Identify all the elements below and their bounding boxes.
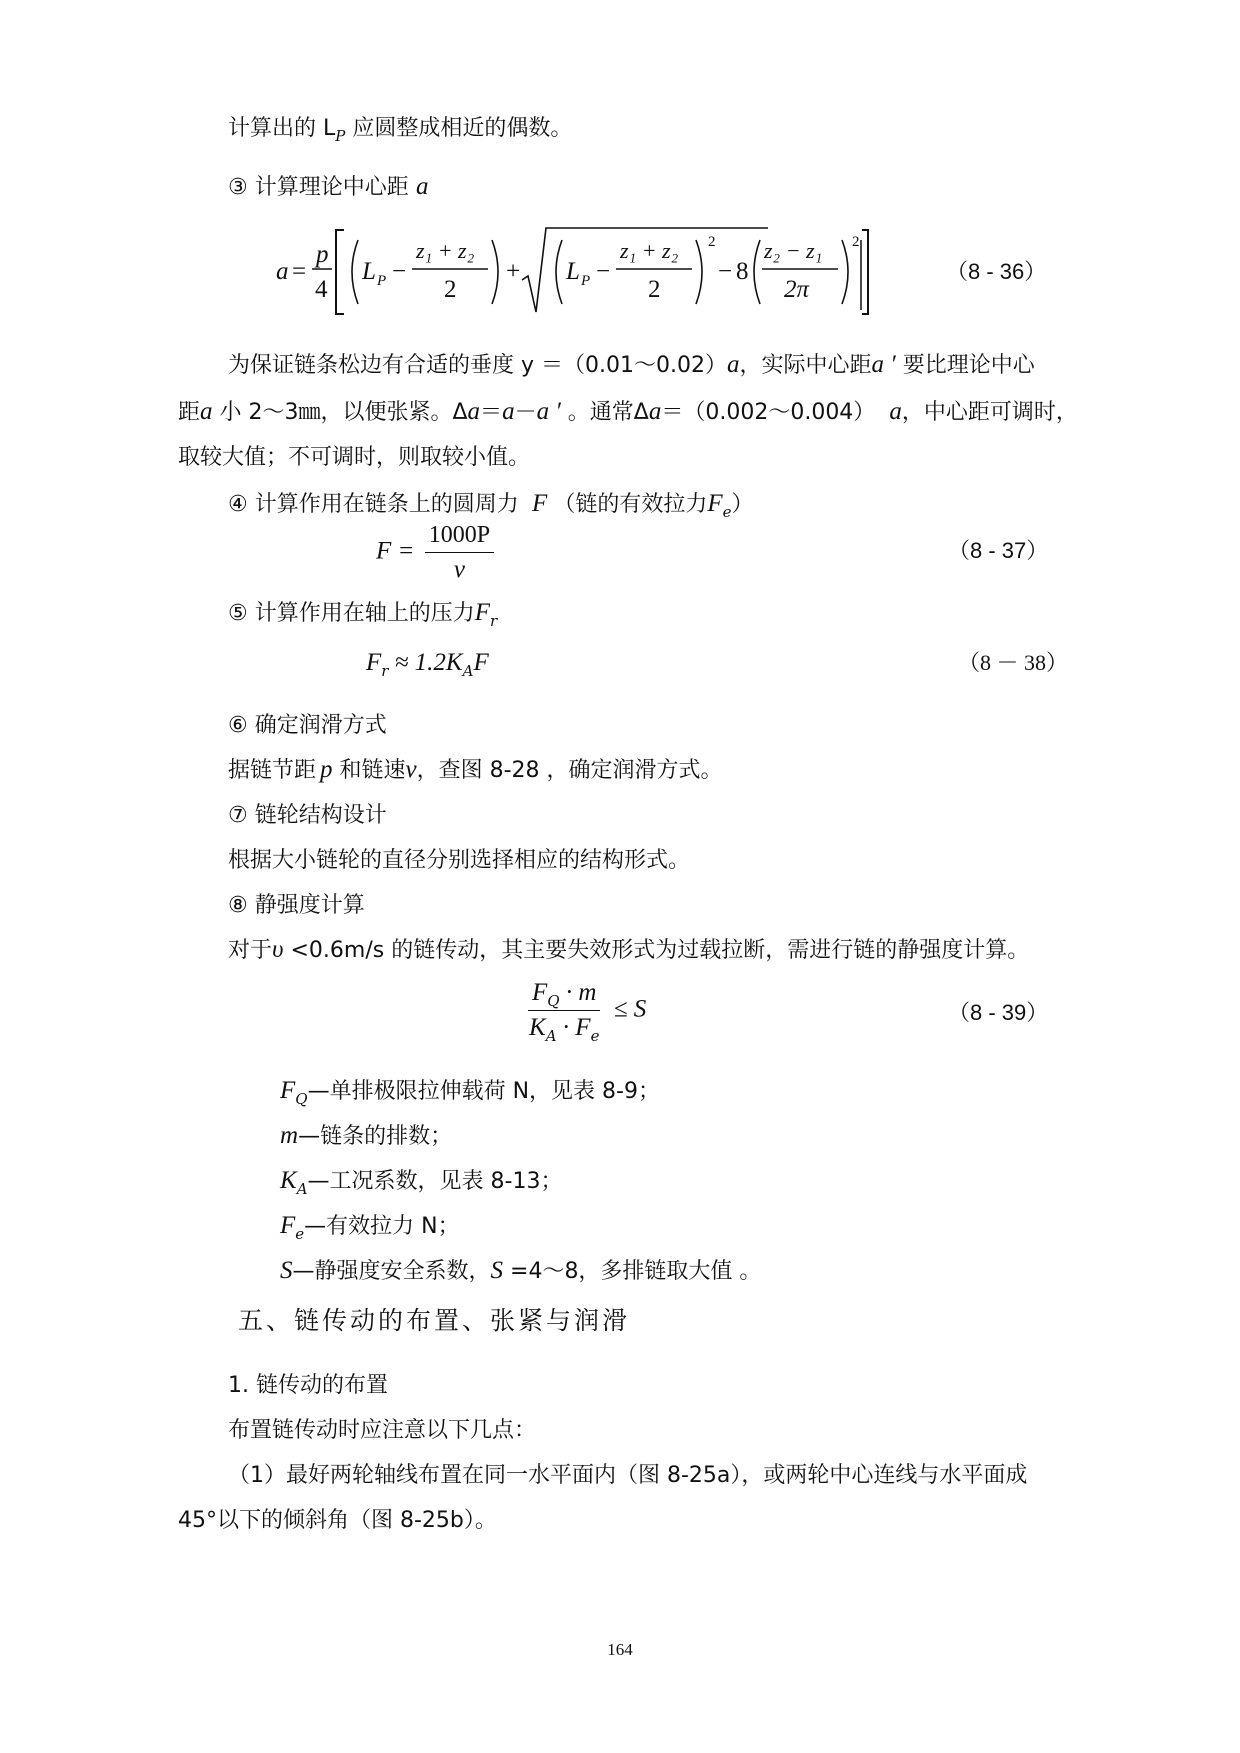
eq36-paren-3-right [842,240,848,304]
variable: a [889,398,902,425]
text: =4～8，多排链取大值 。 [503,1259,762,1284]
text: ，查图 8-28 ，确定润滑方式。 [416,758,723,783]
eq37-numerator: 1000P [425,520,494,553]
text: 距 [178,400,201,425]
text: （1）最好两轮轴线布置在同一水平面内（图 8-25a），或两轮中心连线与水平面成 [228,1463,1028,1488]
text: ④ 计算作用在链条上的圆周力 [228,492,519,517]
text: ＝（0.002～0.004） [661,400,876,425]
equation-8-37 [376,520,497,585]
def-fq [280,1076,660,1107]
eq36-four: 4 [315,276,328,303]
variable: p [320,756,333,783]
eq39-rhs: ≤ S [613,995,647,1023]
def-m [280,1121,452,1152]
step-8-body [228,935,1029,966]
variable: S [490,1257,504,1284]
text: ，中心距可调时， [901,400,1078,425]
equation-8-38 [366,648,489,678]
step-8-title [228,890,365,921]
subscript: r [490,612,498,630]
text: —工况系数，见表 8-13； [307,1169,563,1194]
variable: F [474,599,490,626]
eq38-relation: ≈ 1.2K [388,649,463,676]
text: 小 2～3㎜，以便张紧。Δ [212,400,468,425]
eq39-den-f: · F [556,1014,591,1041]
eq36-z-diff: z₂ − z₁ [764,238,823,263]
eq36-paren-1-left [352,240,358,304]
subscript: e [295,1225,305,1243]
eq36-lhs: a [276,258,289,285]
equation-number-8-37: （8 - 37） [948,538,1049,563]
text: ⑦ 链轮结构设计 [228,803,387,828]
variable: F [280,1077,296,1104]
eq36-lp-1: L [362,258,376,285]
text: （链的有效拉力 [553,492,708,517]
eq39-den-k: K [529,1014,546,1041]
eq36-equals: = [292,258,307,285]
variable: υ [272,936,284,963]
eq38-rhs: F [473,649,489,676]
variable: K [280,1167,297,1194]
def-s [280,1256,761,1287]
eq36-two-pi: 2π [784,276,810,303]
variable: S [280,1257,293,1284]
eq36-z-sum-2: z₁ + z₂ [620,238,679,263]
def-ka [280,1166,562,1197]
step-6-body [228,755,723,786]
eq38-lhs: F [366,649,382,676]
text: 为保证链条松边有合适的垂度 y ＝（0.01～0.02） [228,353,727,378]
eq36-paren-1-right [492,240,498,304]
eq39-den-sub: A [545,1027,557,1045]
line-lp-rounding [228,113,572,144]
text: ⑤ 计算作用在轴上的压力 [228,601,475,626]
variable: a ′ [871,351,896,378]
eq36-lp-1-sub: P [377,273,387,289]
para-sag-line-3 [178,442,530,473]
text: 45°以下的倾斜角（图 8-25b）。 [178,1508,497,1533]
text: —单排极限拉伸载荷 N，见表 8-9； [307,1079,660,1104]
eq36-paren-2-left [556,240,562,304]
text: 取较大值；不可调时，则取较小值。 [178,445,531,470]
eq36-two-1: 2 [444,276,457,303]
equation-number-8-36: （8 - 36） [946,259,1047,284]
def-fe [280,1211,460,1242]
subscript: P [335,127,346,145]
text: 布置链传动时应注意以下几点： [228,1418,537,1443]
subscript: Q [295,1090,308,1108]
text: 据链节距 [228,758,317,783]
variable: a [726,351,740,378]
text: ，实际中心距 [739,353,872,378]
eq36-paren-2-right [696,240,702,304]
eq36-p: p [316,241,329,268]
item-1-line-1 [228,1460,1027,1491]
equation-number-8-38: （8 － 38） [958,650,1069,675]
variable: a ′ [536,398,561,425]
subsection-1-title [228,1370,388,1401]
text: ③ 计算理论中心距 [228,175,409,200]
variable: v [405,756,417,783]
text: 1. 链传动的布置 [228,1373,388,1398]
variable: a [200,398,213,425]
text: ⑧ 静强度计算 [228,893,365,918]
text: － [514,400,537,425]
equation-8-36 [270,222,870,322]
variable: F [707,490,723,517]
variable: m [280,1122,299,1149]
eq39-den-sub2: e [590,1027,600,1045]
eq36-eight: 8 [736,258,749,285]
eq36-lp-2-sub: P [581,273,591,289]
variable: F [532,490,548,517]
variable: a [502,398,515,425]
step-7-title [228,800,387,831]
text: ＝ [480,400,503,425]
step-5-title [228,598,497,629]
text: 对于 [228,938,273,963]
subscript: e [722,503,732,521]
eq39-num-sub: Q [547,992,560,1010]
text: <0.6m/s 的链传动，其主要失效形式为过载拉断，需进行链的静强度计算。 [283,938,1030,963]
eq39-numerator [528,978,600,1011]
variable: a [648,398,662,425]
eq36-minus-3: − [718,258,733,285]
text: ） [731,492,754,517]
eq36-minus-1: − [392,258,407,285]
eq36-right-bracket [862,230,868,314]
eq36-left-bracket [336,230,344,314]
eq36-plus: + [506,258,521,285]
para-sag-line-2 [178,397,1078,428]
text: 和链速 [332,758,406,783]
step-3-title [228,172,429,203]
eq36-square-1: 2 [708,234,716,250]
eq37-lhs: F = [376,537,415,565]
eq36-minus-2: − [596,258,611,285]
eq38-lhs-sub: r [381,662,389,680]
eq36-lp-2: L [566,258,580,285]
text: 。通常Δ [560,400,649,425]
eq39-num-m: · m [559,979,597,1006]
text: —有效拉力 N； [304,1214,460,1239]
variable: a [467,398,481,425]
variable: F [280,1212,296,1239]
text: 计算出的 L [228,116,336,141]
subsection-1-intro [228,1415,536,1446]
equation-8-39 [522,978,646,1043]
step-6-title [228,710,387,741]
eq39-fraction [525,978,603,1043]
text: —静强度安全系数， [292,1259,491,1284]
section-heading-5: 五、链传动的布置、张紧与润滑 [238,1306,631,1335]
eq39-denominator [525,1011,603,1043]
subscript: A [296,1180,308,1198]
eq38-k-sub: A [462,662,474,680]
equation-number-8-39: （8 - 39） [948,1000,1049,1025]
eq36-z-sum-1: z₁ + z₂ [416,238,475,263]
eq36-paren-3-left [754,240,760,304]
item-1-line-2 [178,1505,497,1536]
variable: a [416,173,429,200]
eq37-denominator: v [453,556,465,583]
step-7-body [228,845,690,876]
eq36-two-2: 2 [648,276,661,303]
eq36-square-2: 2 [852,234,860,250]
text: 应圆整成相近的偶数。 [345,116,573,141]
eq37-fraction [425,520,494,585]
text: —链条的排数； [298,1124,453,1149]
text: 根据大小链轮的直径分别选择相应的结构形式。 [228,848,691,873]
text: 要比理论中心 [895,353,1035,378]
page-number: 164 [607,1640,633,1659]
step-4-title [228,489,754,520]
eq39-num-f: F [532,979,548,1006]
para-sag-line-1 [228,350,1035,381]
text: ⑥ 确定润滑方式 [228,713,387,738]
